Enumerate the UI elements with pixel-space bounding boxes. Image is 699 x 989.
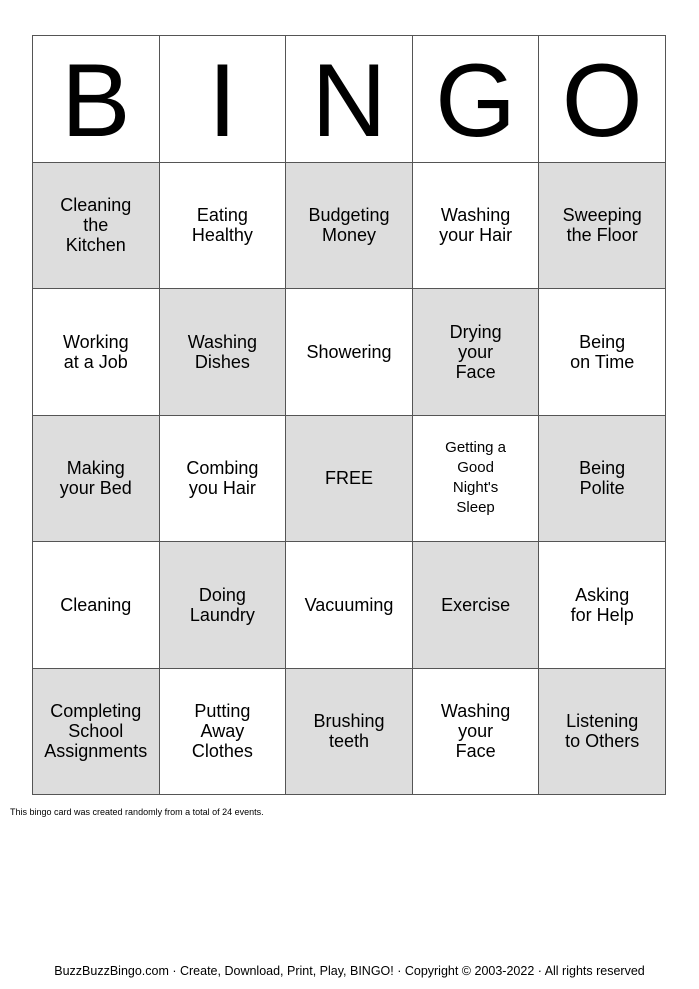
bingo-cell: Showering: [286, 289, 413, 416]
bingo-cell: Vacuuming: [286, 542, 413, 669]
bingo-cell: Doing Laundry: [160, 542, 287, 669]
bingo-cell: Working at a Job: [33, 289, 160, 416]
bingo-cell: Making your Bed: [33, 416, 160, 543]
card-note: This bingo card was created randomly from a total of 24 events.: [10, 807, 264, 817]
page-footer: BuzzBuzzBingo.com · Create, Download, Print, Play, BINGO! · Copyright © 2003-2022 · All rights reserved: [54, 964, 645, 978]
bingo-cell: Cleaning the Kitchen: [33, 163, 160, 290]
bingo-cell: Washing your Face: [413, 669, 540, 796]
bingo-card: [32, 35, 666, 795]
bingo-cell: Cleaning: [33, 542, 160, 669]
free-space-cell: FREE: [286, 416, 413, 543]
bingo-cell: Washing Dishes: [160, 289, 287, 416]
bingo-cell: Budgeting Money: [286, 163, 413, 290]
bingo-cell: Putting Away Clothes: [160, 669, 287, 796]
bingo-cell: Completing School Assignments: [33, 669, 160, 796]
header-letter-n: N: [286, 36, 413, 163]
bingo-cell: Sweeping the Floor: [539, 163, 666, 290]
header-letter-o: O: [539, 36, 666, 163]
bingo-cell: Being Polite: [539, 416, 666, 543]
bingo-cell: Drying your Face: [413, 289, 540, 416]
bingo-cell: Being on Time: [539, 289, 666, 416]
bingo-cell: Listening to Others: [539, 669, 666, 796]
bingo-cell: Brushing teeth: [286, 669, 413, 796]
bingo-cell: Asking for Help: [539, 542, 666, 669]
header-letter-g: G: [413, 36, 540, 163]
bingo-cell: Exercise: [413, 542, 540, 669]
bingo-cell: Washing your Hair: [413, 163, 540, 290]
header-letter-i: I: [160, 36, 287, 163]
bingo-cell: Eating Healthy: [160, 163, 287, 290]
bingo-cell: Combing you Hair: [160, 416, 287, 543]
bingo-cell: Getting a Good Night's Sleep: [413, 416, 540, 543]
header-letter-b: B: [33, 36, 160, 163]
